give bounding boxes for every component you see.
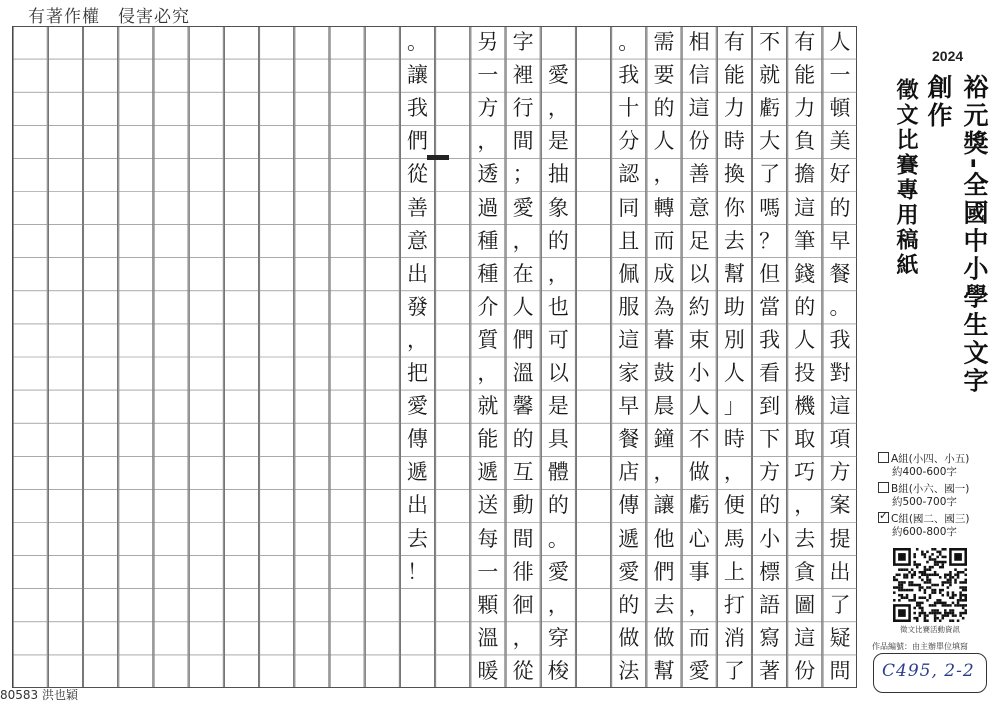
manuscript-char: 愛 bbox=[547, 559, 569, 584]
manuscript-char: 頓 bbox=[829, 96, 851, 121]
manuscript-char: 去 bbox=[794, 526, 816, 551]
manuscript-char: 質 bbox=[477, 327, 499, 352]
manuscript-char: 足 bbox=[688, 228, 710, 253]
manuscript-char: 擔 bbox=[794, 162, 816, 187]
manuscript-char: 時 bbox=[723, 427, 745, 452]
manuscript-grid bbox=[12, 26, 857, 688]
manuscript-char: 以 bbox=[547, 361, 569, 385]
manuscript-char: 這 bbox=[688, 96, 710, 121]
manuscript-char: 。 bbox=[618, 30, 640, 54]
manuscript-char: 機 bbox=[794, 394, 816, 419]
manuscript-char: 提 bbox=[829, 526, 851, 551]
form-subtitle: 徵文比賽專用稿紙 bbox=[893, 78, 918, 278]
manuscript-char: 分 bbox=[618, 129, 640, 154]
manuscript-char: 象 bbox=[547, 195, 569, 220]
group-option-a[interactable] bbox=[878, 452, 996, 479]
manuscript-char: 佩 bbox=[618, 261, 640, 286]
manuscript-char: 我 bbox=[759, 327, 781, 352]
manuscript-char: 我 bbox=[407, 96, 428, 121]
manuscript-char: 幫 bbox=[653, 658, 675, 683]
entry-number-box bbox=[873, 653, 987, 693]
manuscript-char: 虧 bbox=[688, 493, 710, 518]
manuscript-char: 別 bbox=[723, 327, 745, 352]
manuscript-char: ， bbox=[653, 162, 675, 187]
manuscript-char: 從 bbox=[407, 162, 428, 187]
manuscript-char: 十 bbox=[618, 96, 640, 121]
manuscript-char: 行 bbox=[512, 96, 534, 121]
manuscript-char: ， bbox=[547, 261, 569, 286]
copyright-notice: 有著作權 侵害必究 bbox=[28, 7, 190, 27]
manuscript-char: 且 bbox=[618, 228, 640, 253]
checkbox-c[interactable] bbox=[878, 509, 889, 523]
manuscript-char: 抽 bbox=[547, 162, 569, 187]
manuscript-char: 也 bbox=[547, 294, 569, 319]
manuscript-char: 這 bbox=[829, 394, 851, 419]
manuscript-char: 服 bbox=[618, 294, 640, 319]
manuscript-char: 美 bbox=[829, 129, 851, 154]
manuscript-char: 送 bbox=[477, 493, 499, 518]
manuscript-char: ， bbox=[512, 625, 534, 650]
manuscript-char: 可 bbox=[547, 327, 569, 352]
manuscript-char: 不 bbox=[759, 30, 781, 54]
manuscript-char: 的 bbox=[653, 96, 675, 121]
manuscript-char: 項 bbox=[829, 427, 851, 452]
manuscript-char: 小 bbox=[688, 361, 710, 385]
manuscript-char: 有 bbox=[723, 30, 745, 54]
manuscript-char: 消 bbox=[723, 625, 745, 650]
manuscript-char: 的 bbox=[547, 493, 569, 518]
manuscript-char: 種 bbox=[477, 228, 499, 253]
group-option-b[interactable] bbox=[878, 482, 996, 509]
manuscript-char: 力 bbox=[723, 96, 745, 121]
manuscript-char: 就 bbox=[759, 63, 781, 88]
manuscript-char: 同 bbox=[618, 195, 640, 220]
manuscript-char: 他 bbox=[653, 526, 675, 551]
manuscript-char: 。 bbox=[407, 30, 428, 54]
manuscript-char: 意 bbox=[688, 195, 710, 220]
manuscript-char: 字 bbox=[512, 30, 534, 54]
manuscript-char: ， bbox=[477, 129, 499, 154]
manuscript-char: 另 bbox=[477, 30, 499, 54]
manuscript-char: 們 bbox=[653, 559, 675, 584]
manuscript-char: ； bbox=[512, 162, 534, 187]
group-b-label: B組(小六、國一) bbox=[891, 483, 970, 495]
manuscript-char: 方 bbox=[829, 460, 851, 485]
manuscript-char: 讓 bbox=[653, 493, 675, 518]
manuscript-char: 暖 bbox=[477, 658, 499, 683]
manuscript-char: 家 bbox=[618, 361, 640, 385]
manuscript-char: 善 bbox=[407, 195, 428, 220]
manuscript-char: 。 bbox=[547, 526, 569, 551]
manuscript-char: 徘 bbox=[512, 559, 534, 584]
manuscript-char: 鼓 bbox=[653, 361, 675, 385]
manuscript-char: 徊 bbox=[512, 592, 534, 617]
manuscript-char: 心 bbox=[688, 526, 710, 551]
manuscript-char: 不 bbox=[688, 427, 710, 452]
manuscript-char: ， bbox=[794, 493, 816, 518]
contest-year: 2024 bbox=[932, 48, 964, 64]
qr-code-icon[interactable] bbox=[893, 548, 967, 622]
qr-caption: 徵文比賽活動資訊 bbox=[900, 625, 960, 634]
manuscript-char: 到 bbox=[759, 394, 781, 419]
manuscript-char: 梭 bbox=[547, 658, 569, 683]
manuscript-char: 助 bbox=[723, 294, 745, 319]
manuscript-char: 人 bbox=[794, 327, 816, 352]
manuscript-char: 了 bbox=[829, 592, 851, 617]
entry-number-label: 作品編號：由主辦單位填寫 bbox=[872, 642, 968, 651]
manuscript-char: 而 bbox=[688, 625, 710, 650]
manuscript-char: 成 bbox=[653, 261, 675, 286]
manuscript-char: 需 bbox=[653, 30, 675, 54]
manuscript-char: 愛 bbox=[618, 559, 640, 584]
manuscript-char: 裡 bbox=[512, 63, 534, 88]
manuscript-char: 餐 bbox=[618, 427, 640, 452]
manuscript-char: 間 bbox=[512, 129, 534, 154]
manuscript-char: 疑 bbox=[829, 625, 851, 650]
manuscript-char: ， bbox=[407, 327, 428, 352]
manuscript-char: 們 bbox=[407, 129, 428, 154]
manuscript-char: 好 bbox=[829, 162, 851, 187]
manuscript-char: 鐘 bbox=[653, 427, 675, 452]
manuscript-char: 遞 bbox=[618, 526, 640, 551]
manuscript-char: 就 bbox=[477, 394, 499, 419]
manuscript-char: ， bbox=[547, 96, 569, 121]
manuscript-char: ， bbox=[512, 228, 534, 253]
manuscript-char: 打 bbox=[723, 592, 745, 617]
manuscript-char: 小 bbox=[759, 526, 781, 551]
manuscript-char: 讓 bbox=[407, 63, 428, 88]
manuscript-char: 的 bbox=[794, 294, 816, 319]
manuscript-char: 但 bbox=[759, 261, 781, 286]
manuscript-char: 的 bbox=[829, 195, 851, 220]
manuscript-char: 束 bbox=[688, 327, 710, 352]
manuscript-char: 法 bbox=[618, 658, 640, 683]
manuscript-char: 。 bbox=[829, 294, 851, 319]
manuscript-char: 下 bbox=[759, 427, 781, 452]
form-title-block bbox=[868, 40, 993, 420]
manuscript-char: 人 bbox=[512, 294, 534, 319]
manuscript-char: 著 bbox=[759, 658, 781, 683]
manuscript-char: 語 bbox=[759, 592, 781, 617]
manuscript-char: ！ bbox=[407, 559, 428, 584]
manuscript-char: 是 bbox=[547, 394, 569, 419]
manuscript-char: 事 bbox=[688, 559, 710, 584]
manuscript-char: 」 bbox=[723, 394, 745, 419]
manuscript-char: 大 bbox=[759, 129, 781, 154]
manuscript-char: ， bbox=[688, 592, 710, 617]
manuscript-char: 人 bbox=[723, 361, 745, 385]
manuscript-char: 具 bbox=[547, 427, 569, 452]
manuscript-char: 了 bbox=[723, 658, 745, 683]
contest-title: 裕元獎-全國中小學生文字創作 bbox=[924, 74, 989, 396]
manuscript-char: 這 bbox=[794, 625, 816, 650]
manuscript-char: 發 bbox=[407, 294, 428, 319]
manuscript-char: 看 bbox=[759, 361, 781, 385]
manuscript-char: 人 bbox=[653, 129, 675, 154]
manuscript-char: 馨 bbox=[512, 394, 534, 419]
manuscript-char: 人 bbox=[829, 30, 851, 54]
manuscript-char: 貪 bbox=[794, 559, 816, 584]
manuscript-char: 時 bbox=[723, 129, 745, 154]
manuscript-char: 傳 bbox=[407, 427, 428, 452]
checkbox-b[interactable] bbox=[878, 482, 889, 493]
manuscript-char: 去 bbox=[723, 228, 745, 253]
manuscript-char: 案 bbox=[829, 493, 851, 518]
manuscript-char: 在 bbox=[512, 261, 534, 286]
manuscript-char: 我 bbox=[618, 63, 640, 88]
manuscript-char: 這 bbox=[794, 195, 816, 220]
manuscript-char: 問 bbox=[829, 658, 851, 683]
manuscript-char: 能 bbox=[723, 63, 745, 88]
group-a-label: A組(小四、小五) bbox=[891, 453, 970, 465]
manuscript-char: 早 bbox=[829, 228, 851, 253]
manuscript-char: 意 bbox=[407, 228, 428, 253]
manuscript-char: 相 bbox=[688, 30, 710, 54]
manuscript-char: ， bbox=[653, 460, 675, 485]
manuscript-char: 遞 bbox=[477, 460, 499, 485]
manuscript-char: 傳 bbox=[618, 493, 640, 518]
manuscript-char: 人 bbox=[688, 394, 710, 419]
manuscript-char: 做 bbox=[653, 625, 675, 650]
manuscript-char: 種 bbox=[477, 261, 499, 286]
manuscript-char: 介 bbox=[477, 294, 499, 319]
manuscript-char: 嗎 bbox=[759, 195, 781, 220]
manuscript-char: 穿 bbox=[547, 625, 569, 650]
manuscript-char: 錢 bbox=[794, 261, 816, 286]
manuscript-char: 做 bbox=[618, 625, 640, 650]
manuscript-char: 圖 bbox=[794, 592, 816, 617]
manuscript-char: 體 bbox=[547, 460, 569, 485]
manuscript-char: 溫 bbox=[512, 361, 534, 385]
manuscript-char: 動 bbox=[512, 493, 534, 518]
manuscript-char: 方 bbox=[759, 460, 781, 485]
group-options bbox=[878, 452, 996, 542]
manuscript-char: 我 bbox=[829, 327, 851, 352]
manuscript-char: 去 bbox=[653, 592, 675, 617]
manuscript-char: 善 bbox=[688, 162, 710, 187]
manuscript-char: 晨 bbox=[653, 394, 675, 419]
manuscript-char: 了 bbox=[759, 162, 781, 187]
manuscript-char: 的 bbox=[547, 228, 569, 253]
manuscript-char: 約 bbox=[688, 294, 710, 319]
manuscript-char: 透 bbox=[477, 162, 499, 187]
manuscript-char: 這 bbox=[618, 327, 640, 352]
group-option-c[interactable] bbox=[878, 509, 996, 539]
manuscript-char: 力 bbox=[794, 96, 816, 121]
manuscript-char: 寫 bbox=[759, 625, 781, 650]
manuscript-char: 投 bbox=[794, 361, 816, 385]
manuscript-char: 當 bbox=[759, 294, 781, 319]
manuscript-char: 把 bbox=[407, 361, 428, 385]
manuscript-char: 去 bbox=[407, 526, 428, 551]
manuscript-char: 的 bbox=[618, 592, 640, 617]
manuscript-char: 幫 bbox=[723, 261, 745, 286]
manuscript-char: 暮 bbox=[653, 327, 675, 352]
manuscript-char: 巧 bbox=[794, 460, 816, 485]
manuscript-char: 有 bbox=[794, 30, 816, 54]
manuscript-char: 一 bbox=[477, 63, 499, 88]
manuscript-char: 顆 bbox=[477, 592, 499, 617]
manuscript-char: 上 bbox=[723, 559, 745, 584]
manuscript-char: 的 bbox=[759, 493, 781, 518]
manuscript-char: 做 bbox=[688, 460, 710, 485]
manuscript-char: 為 bbox=[653, 294, 675, 319]
manuscript-char: ， bbox=[723, 460, 745, 485]
manuscript-char: 店 bbox=[618, 460, 640, 485]
manuscript-char bbox=[541, 26, 575, 58]
manuscript-char: 認 bbox=[618, 162, 640, 187]
manuscript-char: 愛 bbox=[512, 195, 534, 220]
manuscript-char: 筆 bbox=[794, 228, 816, 253]
manuscript-char: 出 bbox=[407, 261, 428, 286]
manuscript-char: 早 bbox=[618, 394, 640, 419]
ink-mark bbox=[427, 155, 449, 160]
manuscript-char: 溫 bbox=[477, 625, 499, 650]
manuscript-char: 從 bbox=[512, 658, 534, 683]
manuscript-char: 取 bbox=[794, 427, 816, 452]
manuscript-char: 便 bbox=[723, 493, 745, 518]
manuscript-char: 方 bbox=[477, 96, 499, 121]
manuscript-char: 愛 bbox=[547, 63, 569, 88]
manuscript-char: 出 bbox=[829, 559, 851, 584]
manuscript-char: 間 bbox=[512, 526, 534, 551]
manuscript-char: 而 bbox=[653, 228, 675, 253]
group-a-range: 約400-600字 bbox=[892, 466, 957, 478]
checkbox-a[interactable] bbox=[878, 452, 889, 463]
manuscript-char: 是 bbox=[547, 129, 569, 154]
entry-number-value: C495, 2-2 bbox=[882, 661, 975, 681]
manuscript-char: 的 bbox=[512, 427, 534, 452]
manuscript-char: 負 bbox=[794, 129, 816, 154]
manuscript-char: ， bbox=[547, 592, 569, 617]
manuscript-char: 要 bbox=[653, 63, 675, 88]
group-c-label: C組(國二、國三) bbox=[891, 513, 970, 525]
group-b-range: 約500-700字 bbox=[892, 496, 957, 508]
manuscript-char: 餐 bbox=[829, 261, 851, 286]
group-c-range: 約600-800字 bbox=[892, 526, 957, 538]
manuscript-char: 換 bbox=[723, 162, 745, 187]
check-mark-icon: ✓ bbox=[879, 509, 889, 522]
manuscript-char: 們 bbox=[512, 327, 534, 352]
manuscript-char: 虧 bbox=[759, 96, 781, 121]
manuscript-char: 對 bbox=[829, 361, 851, 385]
writer-code: 80583 洪也穎 bbox=[0, 688, 78, 702]
manuscript-char: 份 bbox=[794, 658, 816, 683]
manuscript-char: 一 bbox=[477, 559, 499, 584]
manuscript-char: ？ bbox=[759, 228, 781, 253]
manuscript-char: 互 bbox=[512, 460, 534, 485]
manuscript-char: 能 bbox=[477, 427, 499, 452]
manuscript-char: 每 bbox=[477, 526, 499, 551]
manuscript-char: 能 bbox=[794, 63, 816, 88]
manuscript-char: 一 bbox=[829, 63, 851, 88]
manuscript-char: 馬 bbox=[723, 526, 745, 551]
manuscript-char: ， bbox=[477, 361, 499, 385]
manuscript-char: 以 bbox=[688, 261, 710, 286]
manuscript-char: 愛 bbox=[688, 658, 710, 683]
manuscript-char: 過 bbox=[477, 195, 499, 220]
manuscript-char: 份 bbox=[688, 129, 710, 154]
manuscript-char: 遞 bbox=[407, 460, 428, 485]
manuscript-char: 你 bbox=[723, 195, 745, 220]
manuscript-char: 信 bbox=[688, 63, 710, 88]
manuscript-char: 愛 bbox=[407, 394, 428, 419]
manuscript-char: 出 bbox=[407, 493, 428, 518]
manuscript-char: 轉 bbox=[653, 195, 675, 220]
manuscript-char: 標 bbox=[759, 559, 781, 584]
